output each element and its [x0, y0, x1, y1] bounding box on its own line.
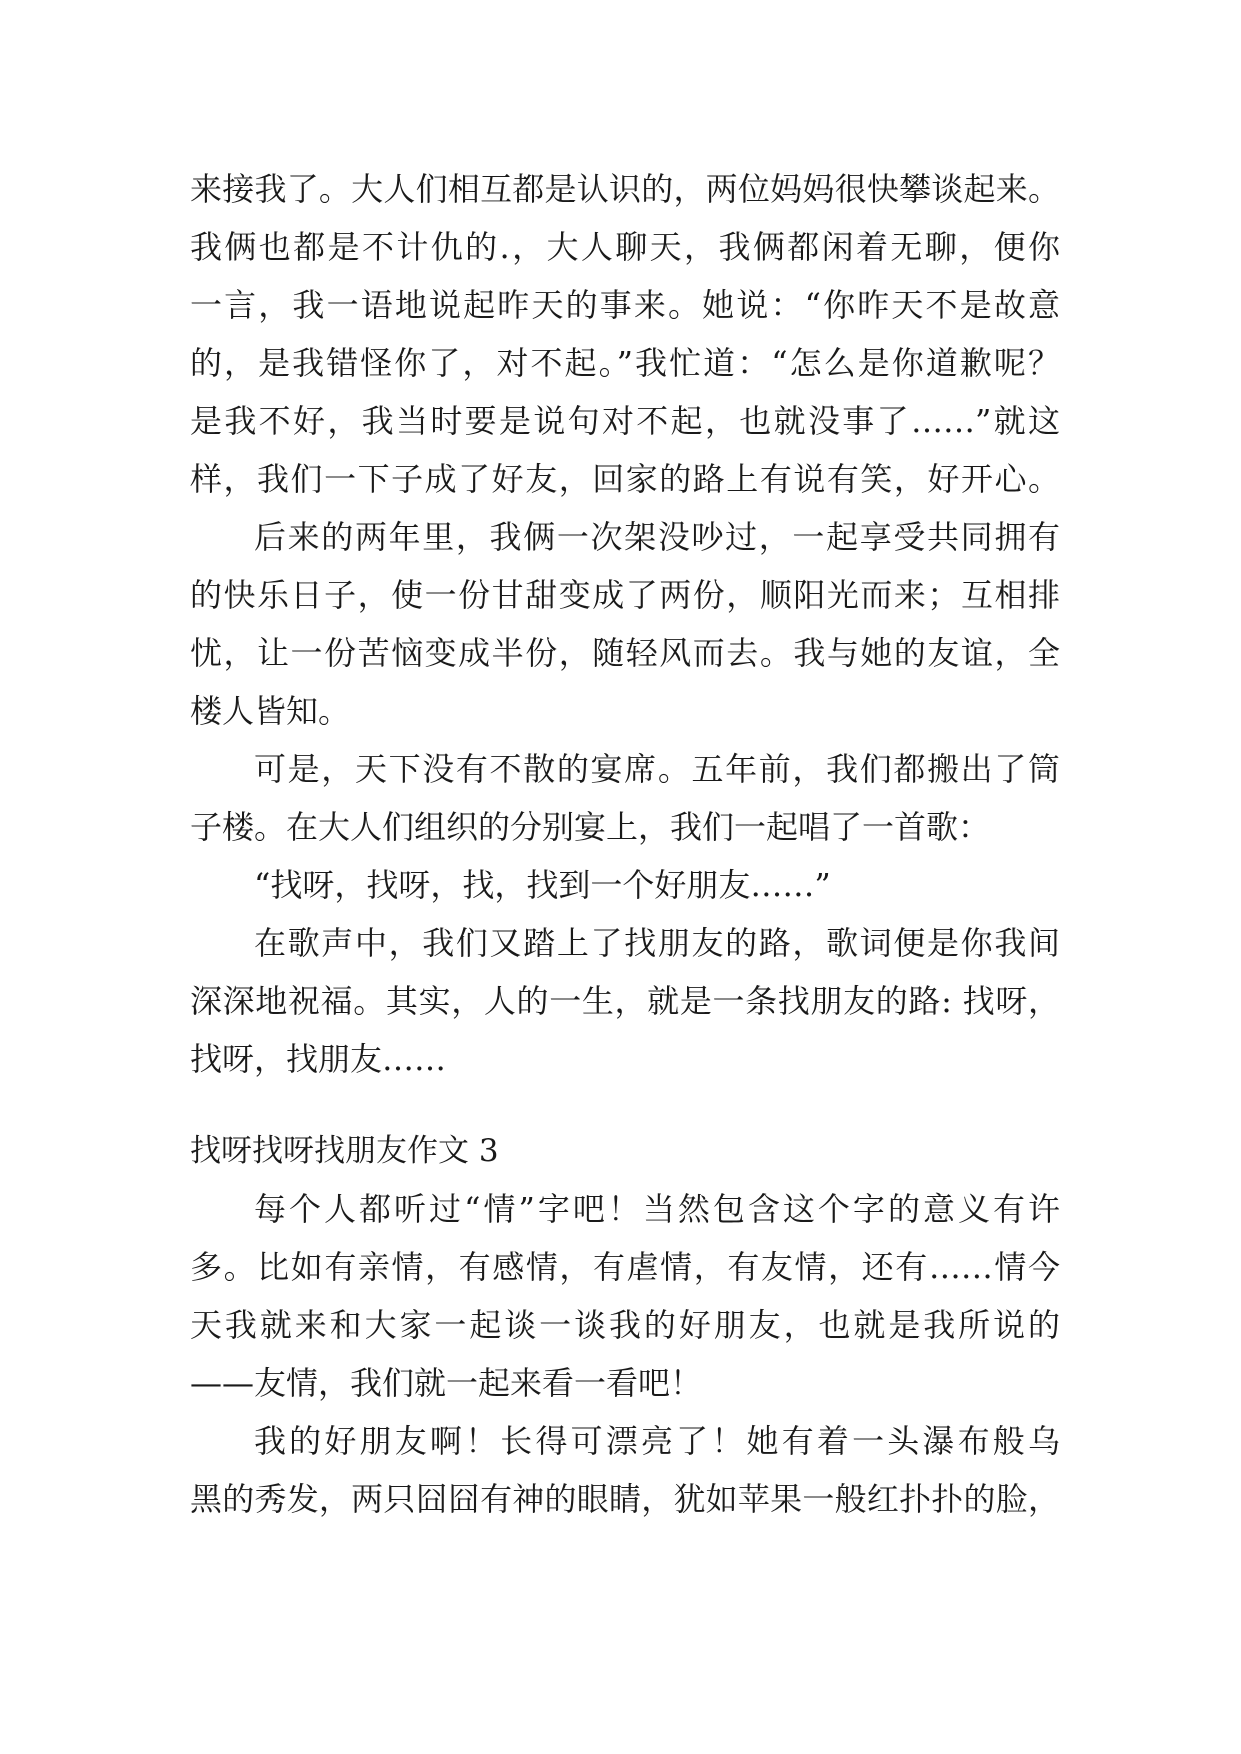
paragraph-line: 多。比如有亲情，有感情，有虐情，有友情，还有……情今	[190, 1248, 1060, 1286]
paragraph-first-line: 每个人都听过“情”字吧！当然包含这个字的意义有许	[254, 1190, 1060, 1228]
paragraph-first-line: 后来的两年里，我俩一次架没吵过，一起享受共同拥有	[254, 518, 1060, 556]
song-lyric-quote: “找呀，找呀，找，找到一个好朋友……”	[254, 866, 831, 904]
paragraph-line: 来接我了。大人们相互都是认识的，两位妈妈很快攀谈起来。	[190, 170, 1060, 208]
paragraph-line: 找呀，找朋友……	[190, 1040, 447, 1078]
paragraph-line: 子楼。在大人们组织的分别宴上，我们一起唱了一首歌：	[190, 808, 991, 846]
paragraph-line: 样，我们一下子成了好友，回家的路上有说有笑，好开心。	[190, 460, 1060, 498]
paragraph-line: 的，是我错怪你了，对不起。”我忙道：“怎么是你道歉呢？	[190, 344, 1060, 382]
paragraph-line: 天我就来和大家一起谈一谈我的好朋友，也就是我所说的	[190, 1306, 1060, 1344]
paragraph-line: 是我不好，我当时要是说句对不起，也就没事了……”就这	[190, 402, 1060, 440]
paragraph-line: 楼人皆知。	[190, 692, 351, 730]
paragraph-first-line: 我的好朋友啊！长得可漂亮了！她有着一头瀑布般乌	[254, 1422, 1060, 1460]
paragraph-line: 一言，我一语地说起昨天的事来。她说：“你昨天不是故意	[190, 286, 1060, 324]
paragraph-line: 我俩也都是不计仇的.，大人聊天，我俩都闲着无聊，便你	[190, 228, 1060, 266]
paragraph-first-line: 可是，天下没有不散的宴席。五年前，我们都搬出了筒	[254, 750, 1060, 788]
paragraph-line: 黑的秀发，两只囧囧有神的眼睛，犹如苹果一般红扑扑的脸，	[190, 1480, 1060, 1518]
section-heading: 找呀找呀找朋友作文 3	[190, 1133, 499, 1169]
paragraph-line: 深深地祝福。其实，人的一生，就是一条找朋友的路: 找呀，	[190, 982, 1060, 1020]
paragraph-line: 忧，让一份苦恼变成半份，随轻风而去。我与她的友谊，全	[190, 634, 1060, 672]
paragraph-line: ——友情，我们就一起来看一看吧！	[190, 1364, 703, 1402]
paragraph-line: 的快乐日子，使一份甘甜变成了两份，顺阳光而来；互相排	[190, 576, 1060, 614]
paragraph-first-line: 在歌声中，我们又踏上了找朋友的路，歌词便是你我间	[254, 924, 1060, 962]
